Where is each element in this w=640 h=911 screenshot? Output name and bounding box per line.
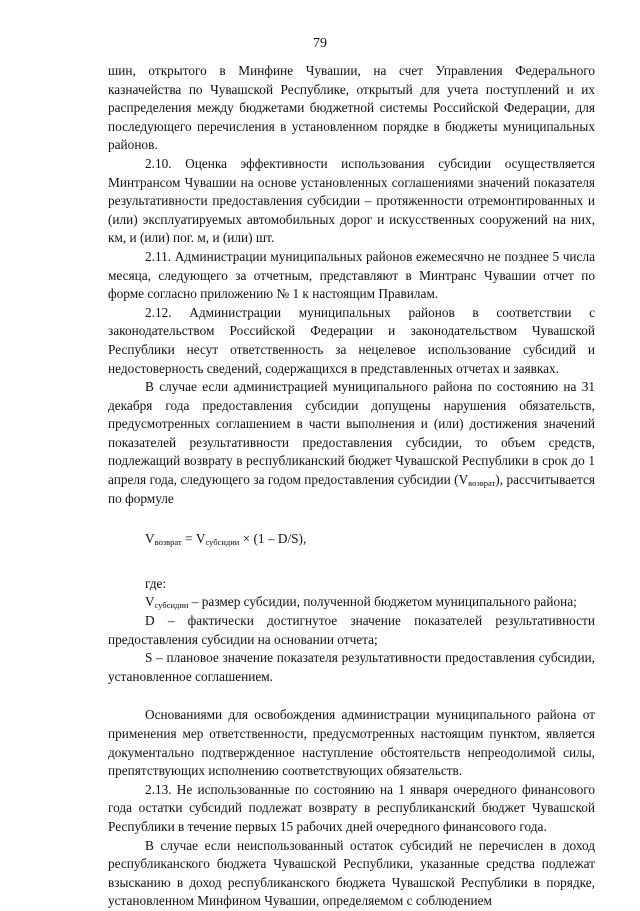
page-number: 79 (313, 36, 327, 51)
violation-text: В случае если администрацией муниципального района по состоянию на 31 декабря года предоставления субсидии допущены нарушения обязательств, предусмотренных соглашением в части выполнения и (или) достижения значений показателей результативности предоставления субсидии, то объем средств, подлежащий возврату в республиканский бюджет Чувашской Республики в срок до 1 апреля года, следующего за годом предоставления субсидии (V (108, 379, 595, 488)
paragraph-2-13: 2.13. Не использованные по состоянию на 1 января очередного финансового года остатки субсидий подлежат возврату в республиканский бюджет Чувашской Республики в течение первых 15 рабочих дней очередного финансового года. (108, 781, 595, 834)
formula-equals: = V (181, 531, 206, 547)
definition-s: S – плановое значение показателя результативности предоставления субсидии, установленное соглашением. (108, 650, 595, 684)
definition-v-subscript: субсидии (154, 600, 189, 611)
paragraph-violation (108, 378, 595, 508)
violation-subscript: возврат (468, 478, 496, 489)
definition-v-text: – размер субсидии, полученной бюджетом муниципального района; (188, 594, 577, 610)
paragraph-continuation: шин, открытого в Минфине Чувашии, на счет Управления Федерального казначейства по Чувашской Республике, открытый для учета поступлений и их распределения между бюджетами бюджетной системы Российской Федерации, для последующего перечисления в установленном порядке в бюджеты муниципальных районов. (108, 63, 595, 153)
paragraph-2-11: 2.11. Администрации муниципальных районов ежемесячно не позднее 5 числа месяца, следующего за отчетным, представляют в Минтранс Чувашии отчет по форме согласно приложению № 1 к настоящим Правилам. (108, 248, 595, 302)
formula-rest: × (1 – D/S), (239, 531, 307, 547)
formula-v: V (145, 531, 155, 547)
formula-sub-subsidy: субсидии (205, 537, 240, 548)
paragraph-2-12: 2.12. Администрации муниципальных районов в соответствии с законодательством Российской Федерации и законодательством Чувашской Республики несут ответственность за нецелевое использование субсидий и недостоверность сведений, содержащихся в представленных отчетах и заявках. (108, 304, 595, 376)
paragraph-2-10: 2.10. Оценка эффективности использования субсидии осуществляется Минтрансом Чувашии на основе установленных соглашениями значений показателя результативности предоставления субсидии – протяженности отремонтированных и (или) эксплуатируемых автомобильных дорог и искусственных сооружений на них, км, и (или) пог. м, и (или) шт. (108, 155, 595, 246)
paragraph-unused-balance: В случае если неиспользованный остаток субсидий не перечислен в доход республиканского бюджета Чувашской Республики, указанные средства подлежат взысканию в доход республиканского бюджета Чувашской Республики в порядке, установленном Минфином Чувашии, определяемом с соблюдением (108, 837, 595, 909)
document-body (108, 62, 595, 911)
where-label: где: (145, 575, 167, 591)
paragraph-force-majeure: Основаниями для освобождения администрации муниципального района от применения мер ответственности, предусмотренных настоящим пунктом, является документально подтвержденное наступление обстоятельств непреодолимой силы, препятствующих исполнению соответствующих обязательств. (108, 707, 595, 779)
definition-v-symbol: V (145, 594, 155, 610)
formula (145, 530, 595, 549)
spacer (108, 686, 595, 706)
violation-text-end: ), рассчитывается по формуле (108, 472, 595, 506)
definition-d: D – фактически достигнутое значение показателей результативности предоставления субсидии на основании отчета; (108, 613, 595, 647)
definition-v (108, 593, 595, 612)
formula-sub-return: возврат (154, 537, 182, 548)
